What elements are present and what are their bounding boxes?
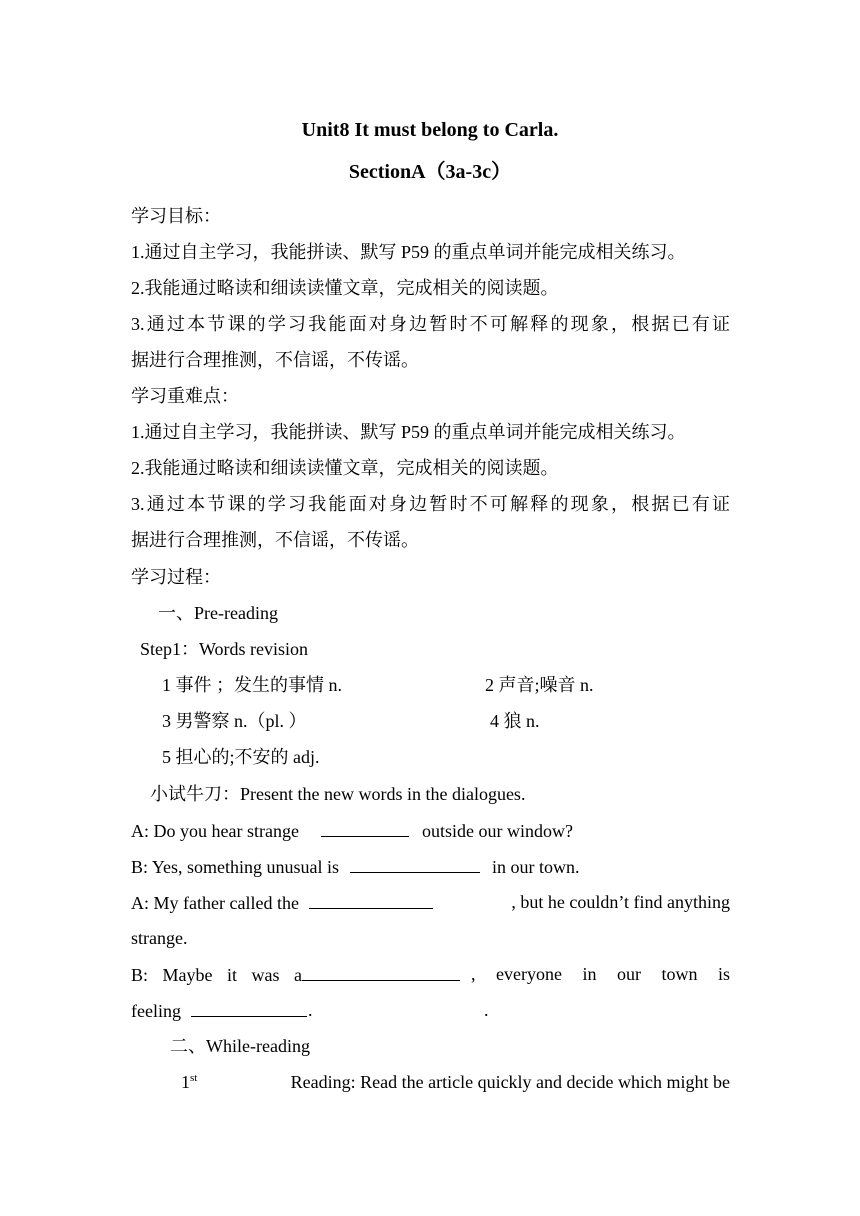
objective-item: 1.通过自主学习，我能拼读、默写 P59 的重点单词并能完成相关练习。 (131, 242, 686, 262)
first-reading-line (181, 1070, 730, 1094)
dialogue-text: , but he couldn’t find anything (511, 892, 730, 912)
key-point-item: 2.我能通过略读和细读读懂文章，完成相关的阅读题。 (131, 458, 559, 478)
key-point-item: 据进行合理推测，不信谣，不传谣。 (131, 530, 419, 550)
answer-blank[interactable] (350, 854, 480, 873)
dialogue-text: B: Maybe it was a (131, 965, 302, 985)
word-item: 5 担心的;不安的 adj. (162, 747, 320, 767)
dialogue-text: outside our window? (421, 821, 573, 841)
dialogue-text: feeling (131, 1001, 181, 1021)
dialogue-text: in our town. (492, 857, 580, 877)
key-point-item: 3.通过本节课的学习我能面对身边暂时不可解释的现象，根据已有证 (131, 494, 730, 514)
dialogue-text: A: Do you hear strange (131, 821, 299, 841)
objective-item: 据进行合理推测，不信谣，不传谣。 (131, 350, 419, 370)
word-item: 1 事件 ；发生的事情 n. (162, 675, 342, 695)
page-subtitle: SectionA（3a-3c） (348, 161, 512, 183)
dialogue-line-a1 (131, 818, 573, 843)
reading-number: 1 (181, 1072, 190, 1092)
objective-item: 3.通过本节课的学习我能面对身边暂时不可解释的现象，根据已有证 (131, 314, 730, 334)
dialogue-line-b2 (131, 962, 730, 987)
key-point-item: 1.通过自主学习，我能拼读、默写 P59 的重点单词并能完成相关练习。 (131, 422, 686, 442)
pre-reading-heading: 一、Pre-reading (158, 603, 278, 623)
dialogue-text: A: My father called the (131, 893, 299, 913)
key-points-heading: 学习重难点： (131, 386, 239, 406)
reading-ordinal: st (190, 1072, 198, 1084)
practice-intro: 小试牛刀：Present the new words in the dialogues. (150, 784, 526, 804)
dialogue-line-b1 (131, 854, 580, 879)
answer-blank[interactable] (302, 962, 460, 981)
dialogue-text: , everyone in our town is (471, 964, 730, 984)
word-item: 4 狼 n. (490, 711, 540, 731)
process-heading: 学习过程： (131, 567, 221, 587)
dialogue-text: B: Yes, something unusual is (131, 857, 340, 877)
reading-instruction: Reading: Read the article quickly and decide which might be (290, 1072, 730, 1092)
word-item: 2 声音;噪音 n. (485, 675, 594, 695)
while-reading-heading: 二、While-reading (170, 1036, 310, 1056)
answer-blank[interactable] (321, 818, 409, 837)
objective-item: 2.我能通过略读和细读读懂文章，完成相关的阅读题。 (131, 278, 559, 298)
word-item: 3 男警察 n.（pl. ） (162, 711, 307, 731)
step1-heading: Step1：Words revision (140, 639, 309, 659)
dialogue-line-a2 (131, 890, 730, 915)
dialogue-text: . (484, 1000, 489, 1020)
dialogue-text: . (308, 1000, 313, 1020)
answer-blank[interactable] (309, 890, 433, 909)
objectives-heading: 学习目标： (131, 206, 221, 226)
dialogue-text: strange. (131, 928, 188, 948)
dialogue-line-b2-cont (131, 998, 307, 1023)
page-title: Unit8 It must belong to Carla. (301, 119, 559, 141)
answer-blank[interactable] (191, 998, 307, 1017)
